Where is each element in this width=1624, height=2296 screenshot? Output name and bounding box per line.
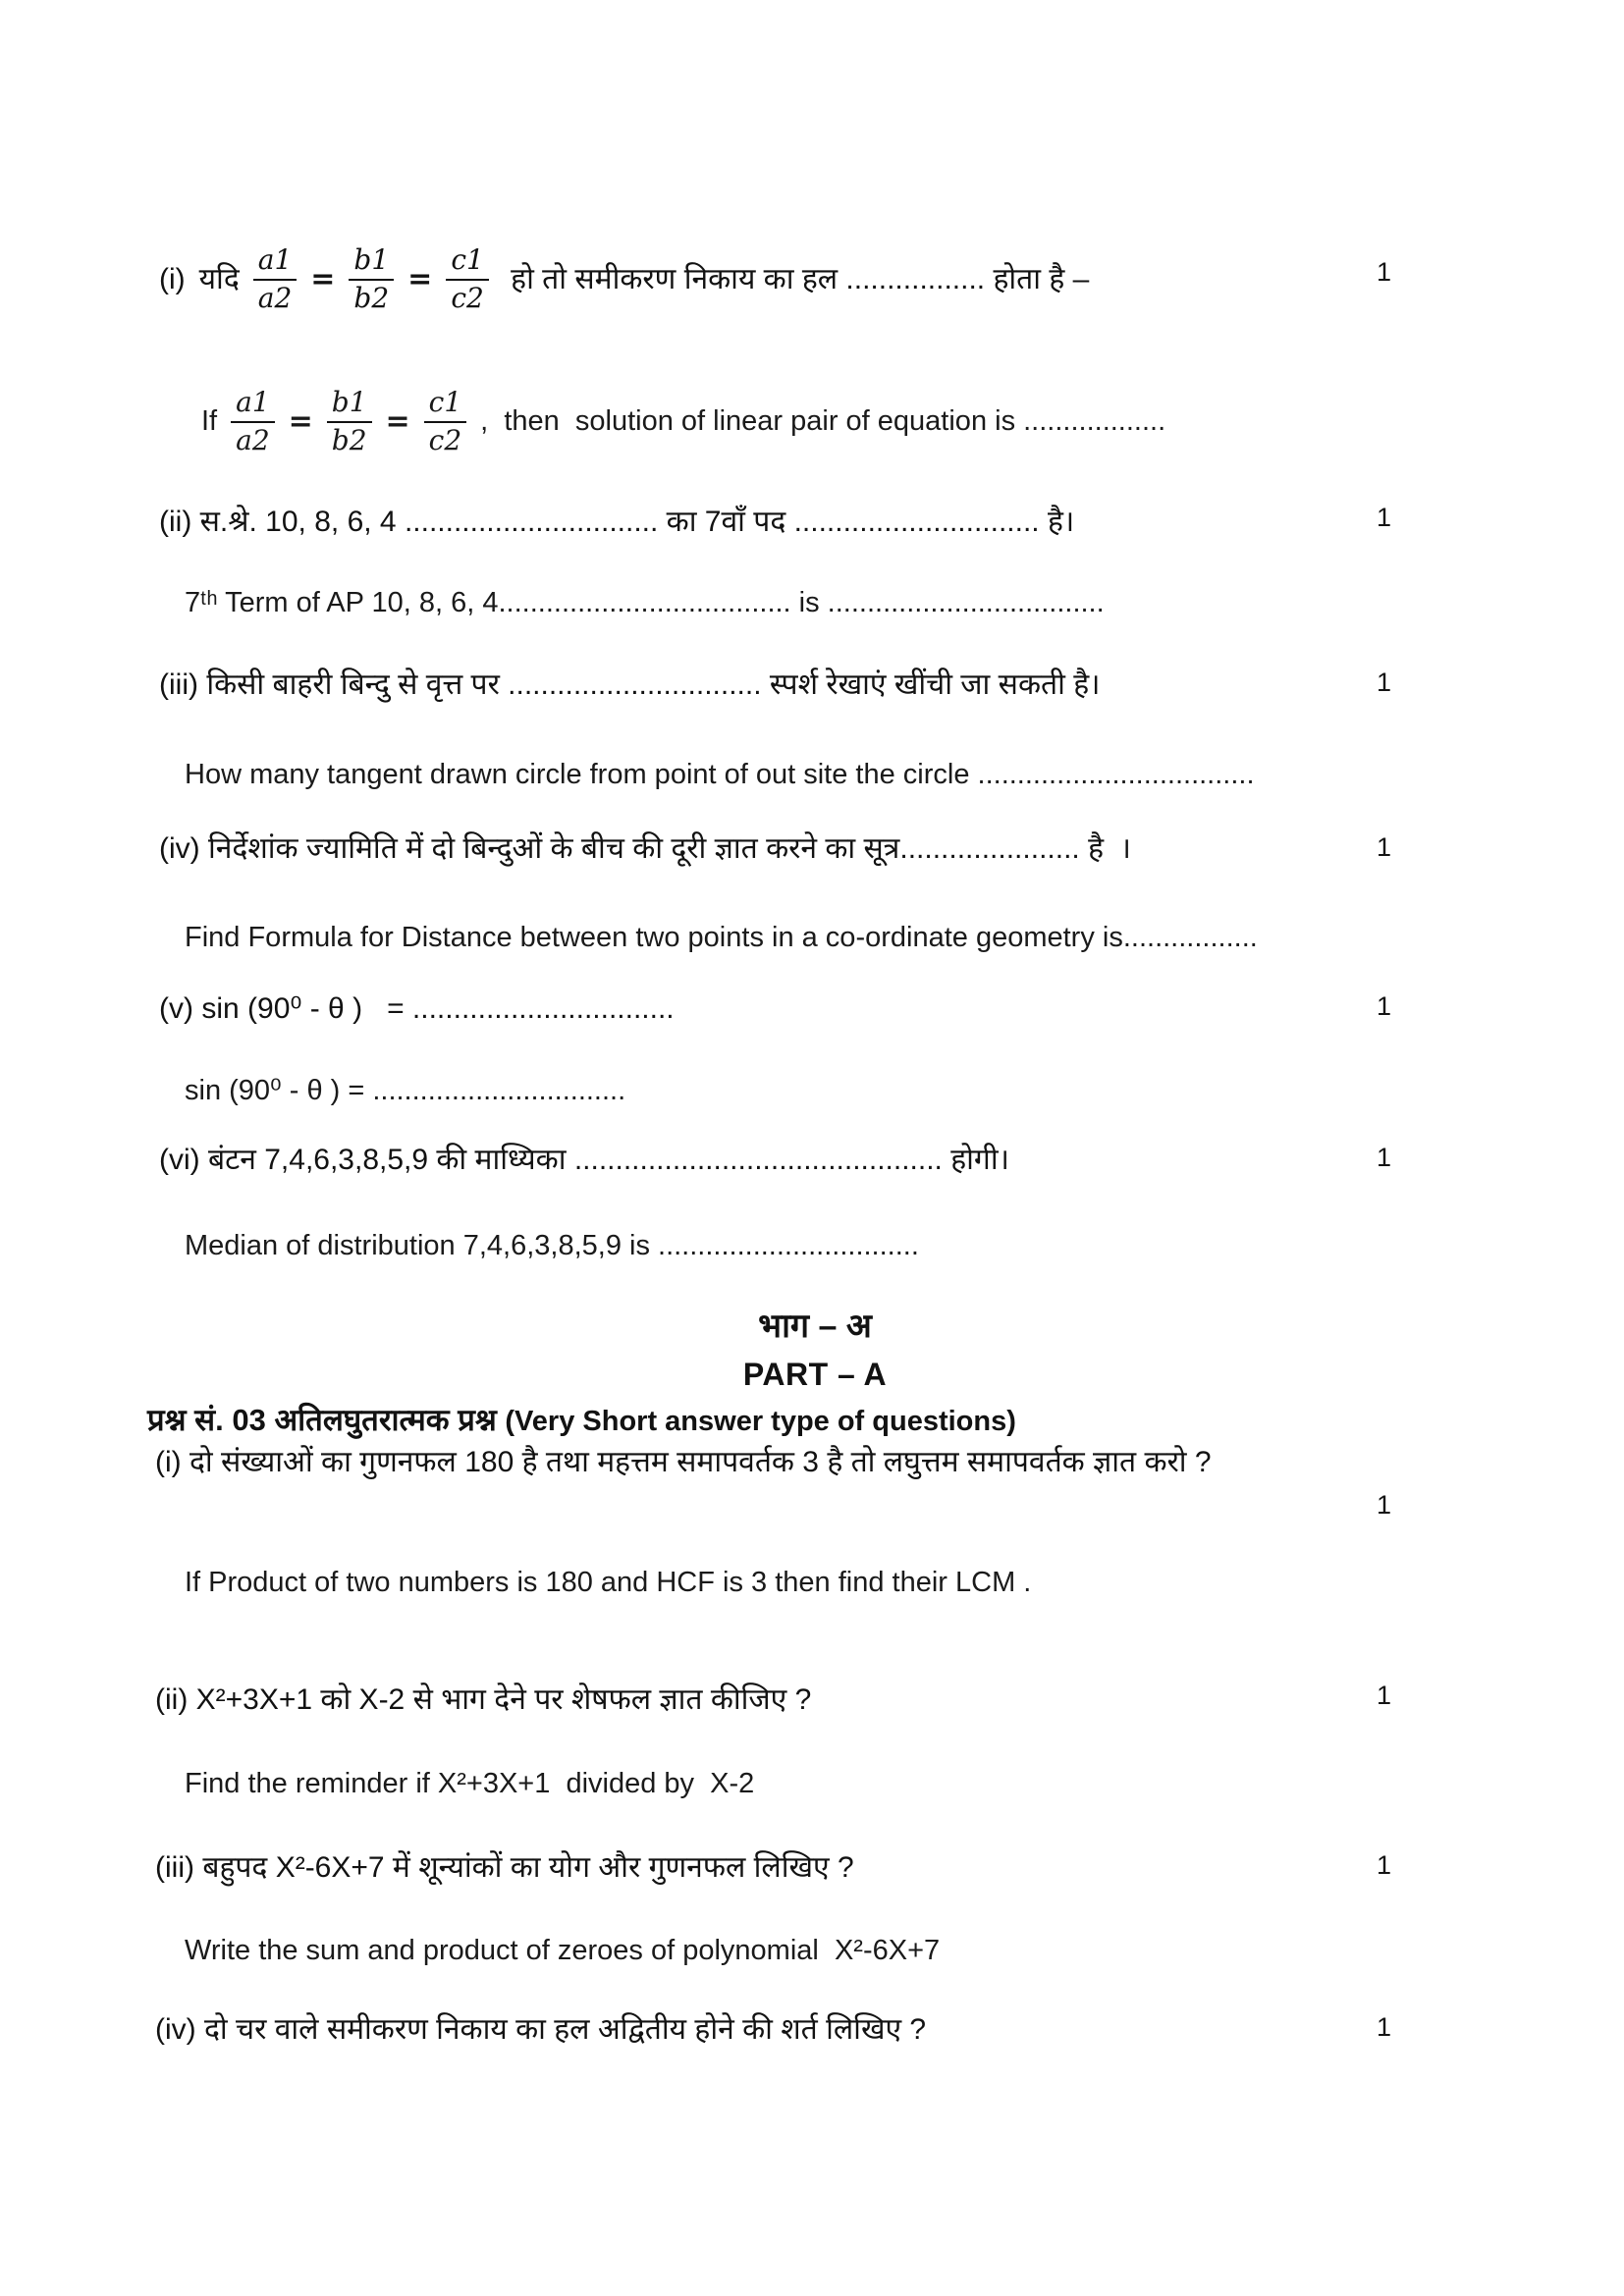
marks-value: 1 <box>1377 2012 1392 2042</box>
equals-sign: = <box>407 261 433 296</box>
q2-item-i-english-line <box>201 368 1429 476</box>
item-label: (i) <box>155 1446 182 1478</box>
part-a-hindi-heading: भाग – अ <box>758 1308 872 1345</box>
english-text: Write the sum and product of zeroes of polynomial X²-6X+7 <box>185 1935 941 1966</box>
fraction-a1-a2 <box>231 388 275 456</box>
hindi-text: दो संख्याओं का गुणनफल 180 है तथा महत्तम समापवर्तक 3 है तो लघुत्तम समापवर्तक ज्ञात करो ? <box>189 1446 1212 1478</box>
hindi-text: X²+3X+1 को X-2 से भाग देने पर शेषफल ज्ञात कीजिए ? <box>195 1683 812 1716</box>
q2-item-iii-english-line <box>185 756 1412 794</box>
q3-item-i-english-line <box>185 1564 1412 1602</box>
q3-item-iv-hindi-line <box>155 2010 1382 2051</box>
marks-value: 1 <box>1377 1681 1392 1710</box>
fraction-numerator: a1 <box>231 388 275 423</box>
equals-sign: = <box>385 403 410 439</box>
q2-item-v-hindi-line <box>159 989 1386 1030</box>
formula-text: sin (90⁰ - θ ) = ................................ <box>185 1075 626 1106</box>
fraction-c1-c2 <box>424 388 467 456</box>
fraction-denominator: b2 <box>331 424 367 456</box>
q2-item-ii-hindi-line <box>159 503 1386 543</box>
fraction-b1-b2 <box>349 245 394 314</box>
item-label: (ii) <box>155 1683 189 1716</box>
english-suffix: , then solution of linear pair of equation is .................. <box>480 405 1166 438</box>
hindi-text: दो चर वाले समीकरण निकाय का हल अद्वितीय होने की शर्त लिखिए ? <box>204 2013 927 2046</box>
english-text: Find Formula for Distance between two points in a co-ordinate geometry is................. <box>185 922 1258 953</box>
q2-item-iv-hindi-line <box>159 829 1386 870</box>
equals-sign: = <box>310 261 336 296</box>
english-text: How many tangent drawn circle from point of out site the circle ................................... <box>185 759 1255 790</box>
marks-value: 1 <box>1377 1490 1392 1520</box>
q2-item-ii-english-line <box>185 584 1412 622</box>
marks-value: 1 <box>1377 1850 1392 1880</box>
q3-item-ii-english-line <box>185 1765 1412 1803</box>
spacer <box>200 1144 208 1176</box>
spacer <box>196 2013 204 2046</box>
marks-value: 1 <box>1377 832 1392 862</box>
marks-value: 1 <box>1377 991 1392 1021</box>
item-label: (iv) <box>155 2013 196 2046</box>
q3-heading-hindi: प्रश्न सं. 03 अतिलघुतरात्मक प्रश्न <box>147 1403 506 1437</box>
item-label: (v) <box>159 992 193 1025</box>
hindi-text: स.श्रे. 10, 8, 6, 4 ............................... का 7वाँ पद .............................. है। <box>199 506 1075 538</box>
fraction-b1-b2 <box>327 388 372 456</box>
marks-value: 1 <box>1377 1143 1392 1172</box>
q2-item-iv-english-line <box>185 919 1412 957</box>
item-label: (ii) <box>159 506 192 538</box>
hindi-text: बहुपद X²-6X+7 में शून्यांकों का योग और गुणनफल लिखिए ? <box>202 1851 854 1884</box>
fraction-numerator: b1 <box>327 388 372 423</box>
fraction-denominator: a2 <box>236 424 270 456</box>
item-label: (vi) <box>159 1144 200 1176</box>
equals-sign: = <box>288 403 313 439</box>
marks-value: 1 <box>1377 257 1392 287</box>
english-text: 7ᵗʰ Term of AP 10, 8, 6, 4..................................... is ................................... <box>185 587 1105 618</box>
item-label: (iii) <box>155 1851 194 1884</box>
q3-heading <box>147 1399 1424 1440</box>
english-text: If Product of two numbers is 180 and HCF is 3 then find their LCM . <box>185 1567 1032 1598</box>
spacer <box>182 1446 189 1478</box>
fraction-denominator: a2 <box>257 282 293 314</box>
fraction-numerator: b1 <box>349 245 394 281</box>
fraction-denominator: c2 <box>428 424 462 456</box>
item-label: (iii) <box>159 668 198 701</box>
part-a-english-heading: PART – A <box>742 1357 888 1392</box>
formula-text: sin (90⁰ - θ ) = ................................ <box>201 992 675 1025</box>
spacer <box>191 506 199 538</box>
fraction-c1-c2 <box>446 245 489 314</box>
item-label: (i) <box>159 262 186 295</box>
english-text: Find the reminder if X²+3X+1 divided by X-2 <box>185 1768 755 1799</box>
spacer <box>188 1683 195 1716</box>
fraction-numerator: c1 <box>446 245 489 281</box>
q3-item-iii-english-line <box>185 1932 1412 1970</box>
item-label: (iv) <box>159 832 200 865</box>
q3-item-ii-hindi-line <box>155 1681 1382 1721</box>
marks-value: 1 <box>1377 503 1392 532</box>
q2-item-vi-hindi-line <box>159 1141 1386 1181</box>
spacer <box>200 832 208 865</box>
q2-item-iii-hindi-line <box>159 666 1386 706</box>
q2-item-v-english-line <box>185 1072 1412 1110</box>
q3-item-i-hindi-line <box>155 1443 1378 1483</box>
q3-item-iii-hindi-line <box>155 1848 1382 1889</box>
hindi-text: किसी बाहरी बिन्दु से वृत्त पर ............................... स्पर्श रेखाएं खींची जा सकती है। <box>206 668 1101 701</box>
q2-item-vi-english-line <box>185 1227 1412 1265</box>
hindi-suffix: हो तो समीकरण निकाय का हल ................. होता है – <box>502 262 1090 295</box>
q3-heading-english: (Very Short answer type of questions) <box>505 1406 1016 1437</box>
fraction-numerator: c1 <box>424 388 467 423</box>
q2-item-i-hindi-line <box>159 221 1386 339</box>
fraction-a1-a2 <box>253 245 298 314</box>
hindi-text: निर्देशांक ज्यामिति में दो बिन्दुओं के बीच की दूरी ज्ञात करने का सूत्र...................... है । <box>208 832 1132 865</box>
fraction-denominator: c2 <box>451 282 484 314</box>
fraction-numerator: a1 <box>253 245 298 281</box>
marks-value: 1 <box>1377 667 1392 697</box>
english-prefix: If <box>201 405 218 438</box>
hindi-text: बंटन 7,4,6,3,8,5,9 की माध्यिका ............................................. होगी। <box>208 1144 1009 1176</box>
hindi-prefix: यदि <box>198 262 240 295</box>
fraction-denominator: b2 <box>353 282 390 314</box>
english-text: Median of distribution 7,4,6,3,8,5,9 is ................................. <box>185 1230 919 1261</box>
